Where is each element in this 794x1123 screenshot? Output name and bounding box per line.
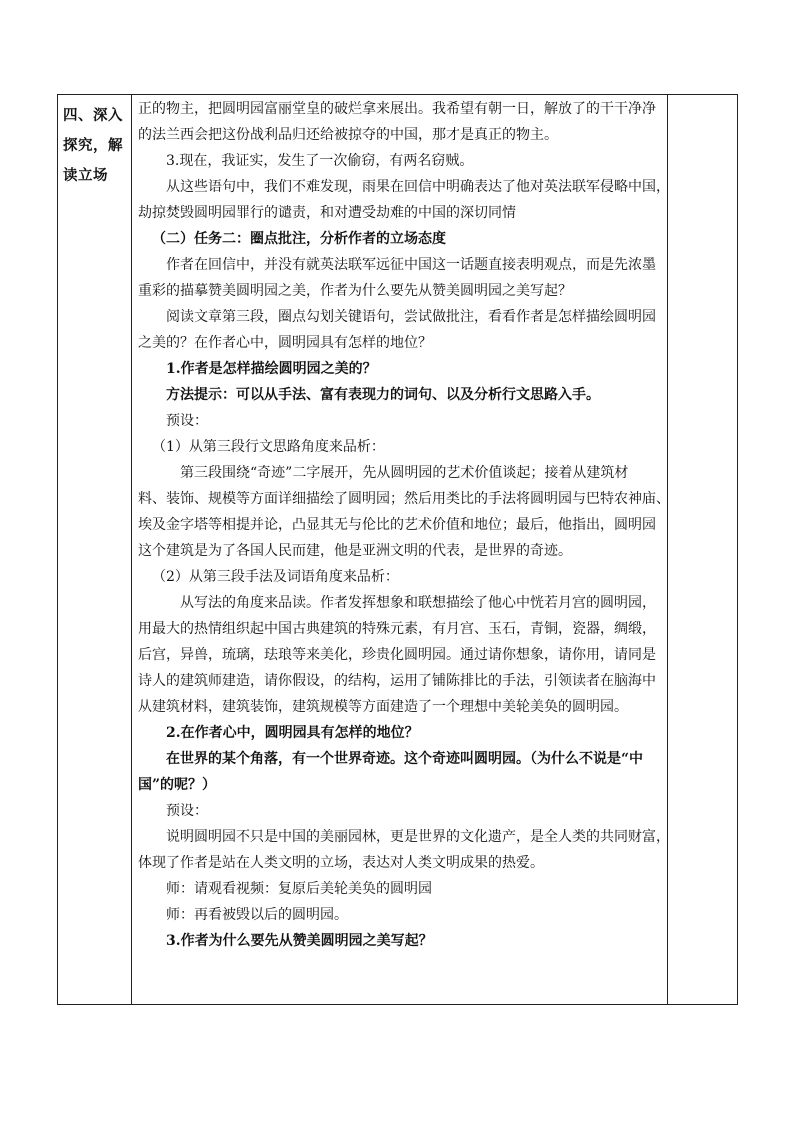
text-line: 料、装饰、规模等方面详细描绘了圆明园；然后用类比的手法将圆明园与巴特农神庙、: [138, 491, 670, 507]
paragraph-p4: [138, 226, 660, 252]
text-line: 2.在作者心中，圆明园具有怎样的地位？: [166, 725, 419, 741]
paragraph-p9: [138, 408, 660, 434]
paragraph-p11: [138, 460, 670, 564]
paragraph-p20: [138, 928, 660, 954]
notes-cell: [668, 95, 737, 1004]
text-line: 3.现在，我证实，发生了一次偷窃，有两名窃贼。: [166, 153, 474, 169]
column-divider-1: [131, 95, 132, 1004]
text-line: 劫掠焚毁圆明园罪行的谴责，和对遭受劫难的中国的深切同情: [138, 205, 516, 221]
text-line: 说明圆明园不只是中国的美丽园林，更是世界的文化遗产，是全人类的共同财富，: [166, 829, 670, 845]
lesson-table: [57, 94, 738, 1005]
text-line: 第三段围绕“奇迹”二字展开，先从圆明园的艺术价值谈起；接着从建筑材: [180, 465, 629, 481]
paragraph-p3: [138, 174, 670, 226]
text-line: 重彩的描摹赞美圆明园之美，作者为什么要先从赞美圆明园之美写起？: [138, 283, 572, 299]
stage-title: 四、深入 探究，解 读立场: [63, 107, 123, 184]
text-line: 师：请观看视频：复原后美轮美奂的圆明园: [166, 881, 432, 897]
paragraph-p12: [138, 564, 660, 590]
text-line: 用最大的热情组织起中国古典建筑的特殊元素，有月宫、玉石，青铜，瓷器，绸缎，: [138, 621, 656, 637]
paragraph-p17: [138, 824, 670, 876]
text-line: 正的物主，把圆明园富丽堂皇的破烂拿来展出。我希望有朝一日，解放了的干干净净: [138, 101, 656, 117]
paragraph-p19: [138, 902, 660, 928]
paragraph-p6: [138, 304, 660, 356]
text-line: （2）从第三段手法及词语角度来品析：: [152, 569, 399, 585]
text-line: 3.作者为什么要先从赞美圆明园之美写起？: [166, 933, 433, 949]
paragraph-p2: [138, 148, 660, 174]
text-line: 作者在回信中，并没有就英法联军远征中国这一话题直接表明观点，而是先浓墨: [166, 257, 656, 273]
text-line: （1）从第三段行文思路角度来品析：: [152, 439, 385, 455]
stage-label-cell: [58, 95, 132, 191]
paragraph-p5: [138, 252, 660, 304]
paragraph-p10: [138, 434, 660, 460]
text-line: 后宫，异兽，琉璃，珐琅等来美化，珍贵化圆明园。通过请你想象，请你用，请同是: [138, 647, 656, 663]
text-line: 方法提示：可以从手法、富有表现力的词句、以及分析行文思路入手。: [166, 387, 600, 403]
text-line: 的法兰西会把这份战利品归还给被掠夺的中国，那才是真正的物主。: [138, 127, 558, 143]
lesson-content-cell: [138, 95, 670, 954]
text-line: 从这些语句中，我们不难发现，雨果在回信中明确表达了他对英法联军侵略中国，: [166, 179, 670, 195]
paragraph-p16: [138, 798, 660, 824]
paragraph-p8: [138, 382, 660, 408]
text-line: 从建筑材料，建筑装饰，建筑规模等方面建造了一个理想中美轮美奂的圆明园。: [138, 699, 628, 715]
text-line: 国”的呢？）: [138, 777, 217, 793]
paragraph-p7: [138, 356, 660, 382]
text-line: 之美的？在作者心中，圆明园具有怎样的地位？: [138, 335, 432, 351]
text-line: 诗人的建筑师建造，请你假设，的结构，运用了铺陈排比的手法，引领读者在脑海中: [138, 673, 656, 689]
text-line: 体现了作者是站在人类文明的立场，表达对人类文明成果的热爱。: [138, 855, 544, 871]
text-line: 预设：: [166, 803, 208, 819]
text-line: 预设：: [166, 413, 208, 429]
text-line: 阅读文章第三段，圈点勾划关键语句，尝试做批注，看看作者是怎样描绘圆明园: [166, 309, 656, 325]
text-line: （二）任务二：圈点批注，分析作者的立场态度: [152, 231, 446, 247]
paragraph-p15: [138, 746, 660, 798]
text-line: 埃及金字塔等相提并论，凸显其无与伦比的艺术价值和地位；最后，他指出，圆明园: [138, 517, 656, 533]
paragraph-p1: [138, 96, 660, 148]
text-line: 在世界的某个角落，有一个世界奇迹。这个奇迹叫圆明园。（为什么不说是“中: [166, 751, 644, 767]
text-line: 这个建筑是为了各国人民而建，他是亚洲文明的代表，是世界的奇迹。: [138, 543, 572, 559]
text-line: 从写法的角度来品读。作者发挥想象和联想描绘了他心中恍若月宫的圆明园，: [180, 595, 656, 611]
text-line: 1.作者是怎样描绘圆明园之美的？: [166, 361, 377, 377]
paragraph-p18: [138, 876, 660, 902]
paragraph-p14: [138, 720, 660, 746]
text-line: 师：再看被毁以后的圆明园。: [166, 907, 348, 923]
paragraph-p13: [138, 590, 660, 720]
